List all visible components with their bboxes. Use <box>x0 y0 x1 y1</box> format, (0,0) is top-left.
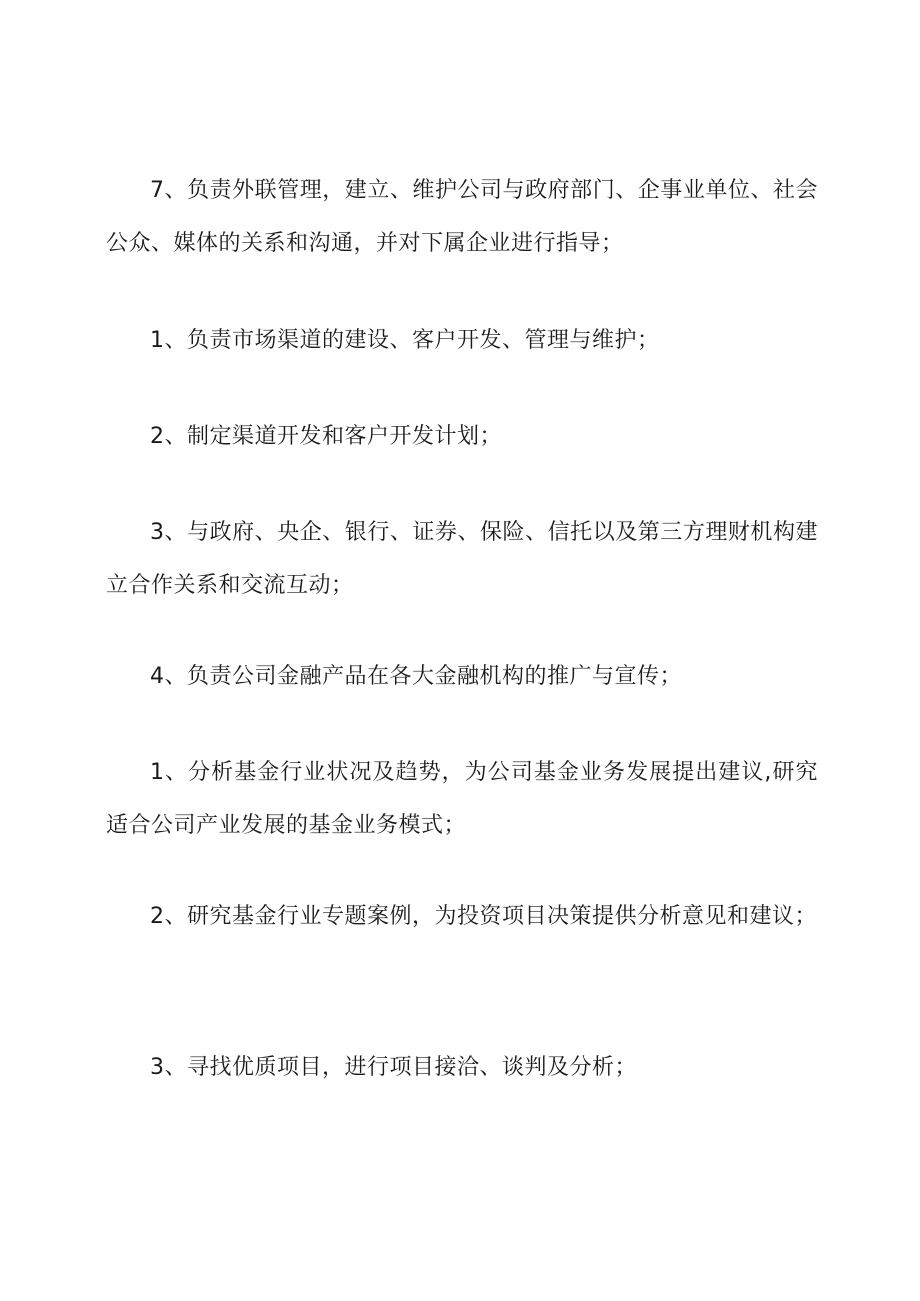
paragraph-fund-analysis: 1、分析基金行业状况及趋势，为公司基金业务发展提出建议,研究适合公司产业发展的基金业务模式； <box>106 760 818 838</box>
paragraph-external-relations: 7、负责外联管理，建立、维护公司与政府部门、企事业单位、社会公众、媒体的关系和沟通，并对下属企业进行指导； <box>106 178 818 256</box>
paragraph-channel-plan: 2、制定渠道开发和客户开发计划； <box>150 424 502 449</box>
paragraph-project-sourcing: 3、寻找优质项目，进行项目接洽、谈判及分析； <box>150 1055 637 1080</box>
paragraph-case-research: 2、研究基金行业专题案例，为投资项目决策提供分析意见和建议； <box>150 904 817 929</box>
paragraph-partnerships: 3、与政府、央企、银行、证券、保险、信托以及第三方理财机构建立合作关系和交流互动； <box>106 520 818 598</box>
paragraph-channel-building: 1、负责市场渠道的建设、客户开发、管理与维护； <box>150 328 660 353</box>
paragraph-product-promotion: 4、负责公司金融产品在各大金融机构的推广与宣传； <box>150 664 682 689</box>
